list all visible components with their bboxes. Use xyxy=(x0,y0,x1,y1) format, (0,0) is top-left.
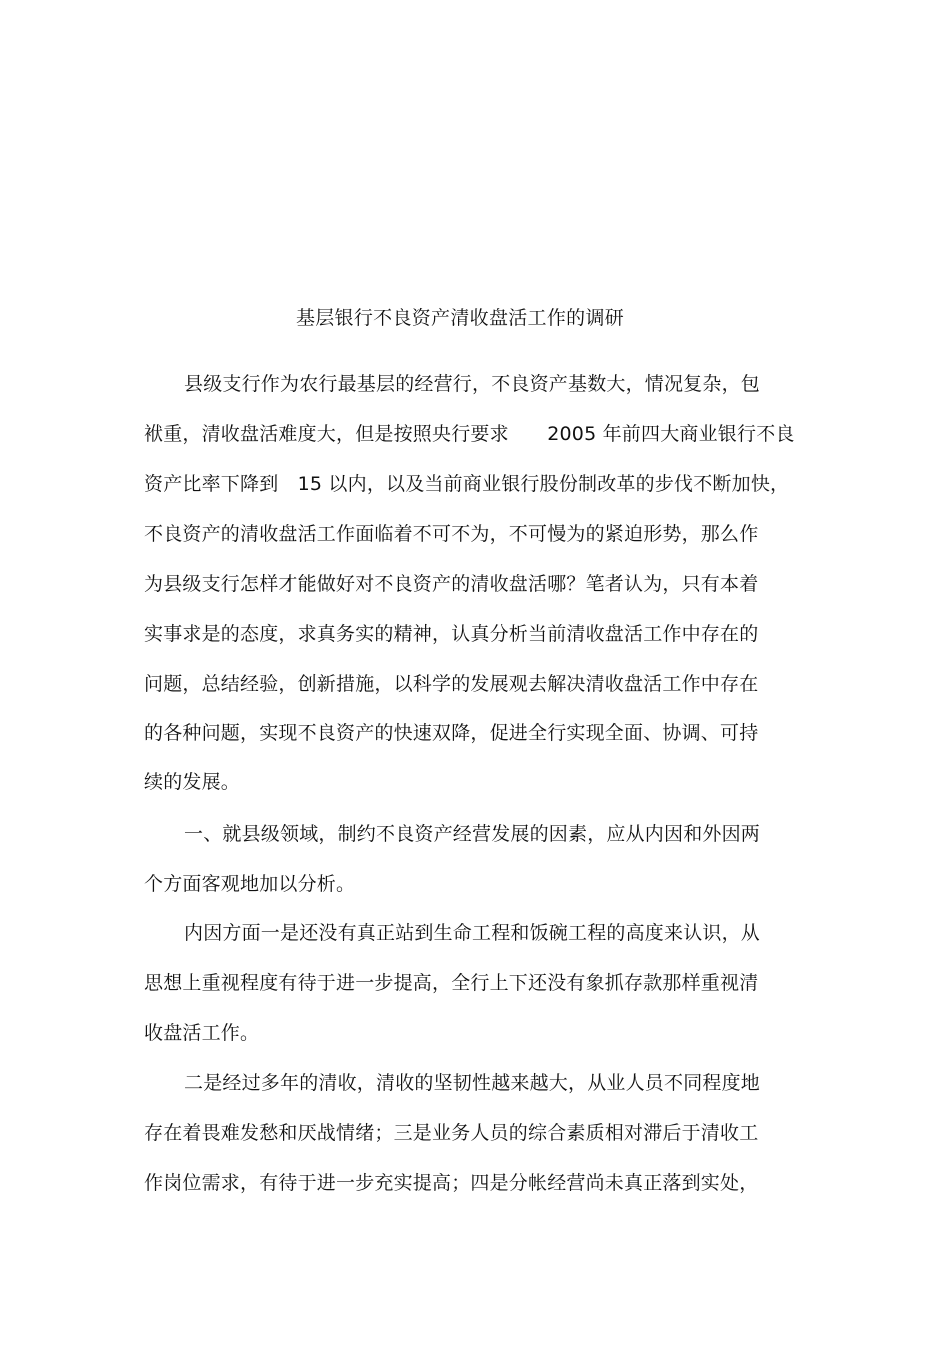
paragraph-line: 二是经过多年的清收，清收的坚韧性越来越大，从业人员不同程度地 xyxy=(184,1072,761,1094)
paragraph-line: 问题，总结经验，创新措施，以科学的发展观去解决清收盘活工作中存在 xyxy=(144,673,759,695)
paragraph-line: 作岗位需求，有待于进一步充实提高；四是分帐经营尚未真正落到实处， xyxy=(144,1172,759,1194)
paragraph-line: 资产比率下降到 15 以内，以及当前商业银行股份制改革的步伐不断加快， xyxy=(144,473,790,495)
paragraph-line: 的各种问题，实现不良资产的快速双降，促进全行实现全面、协调、可持 xyxy=(144,722,759,744)
paragraph-line: 存在着畏难发愁和厌战情绪；三是业务人员的综合素质相对滞后于清收工 xyxy=(144,1122,759,1144)
paragraph-line: 一、就县级领域，制约不良资产经营发展的因素，应从内因和外因两 xyxy=(184,823,761,845)
paragraph-line: 为县级支行怎样才能做好对不良资产的清收盘活哪？笔者认为，只有本着 xyxy=(144,573,759,595)
paragraph-line: 内因方面一是还没有真正站到生命工程和饭碗工程的高度来认识，从 xyxy=(184,922,761,944)
paragraph-line: 实事求是的态度，求真务实的精神，认真分析当前清收盘活工作中存在的 xyxy=(144,623,759,645)
paragraph-line: 袱重，清收盘活难度大，但是按照央行要求 2005 年前四大商业银行不良 xyxy=(144,423,795,445)
paragraph-line: 续的发展。 xyxy=(144,771,241,793)
paragraph-line: 不良资产的清收盘活工作面临着不可不为，不可慢为的紧迫形势，那么作 xyxy=(144,523,759,545)
paragraph-line: 思想上重视程度有待于进一步提高，全行上下还没有象抓存款那样重视清 xyxy=(144,972,759,994)
paragraph-line: 收盘活工作。 xyxy=(144,1022,260,1044)
document-title: 基层银行不良资产清收盘活工作的调研 xyxy=(295,307,625,329)
paragraph-line: 个方面客观地加以分析。 xyxy=(144,873,356,895)
paragraph-line: 县级支行作为农行最基层的经营行，不良资产基数大，情况复杂，包 xyxy=(184,373,761,395)
